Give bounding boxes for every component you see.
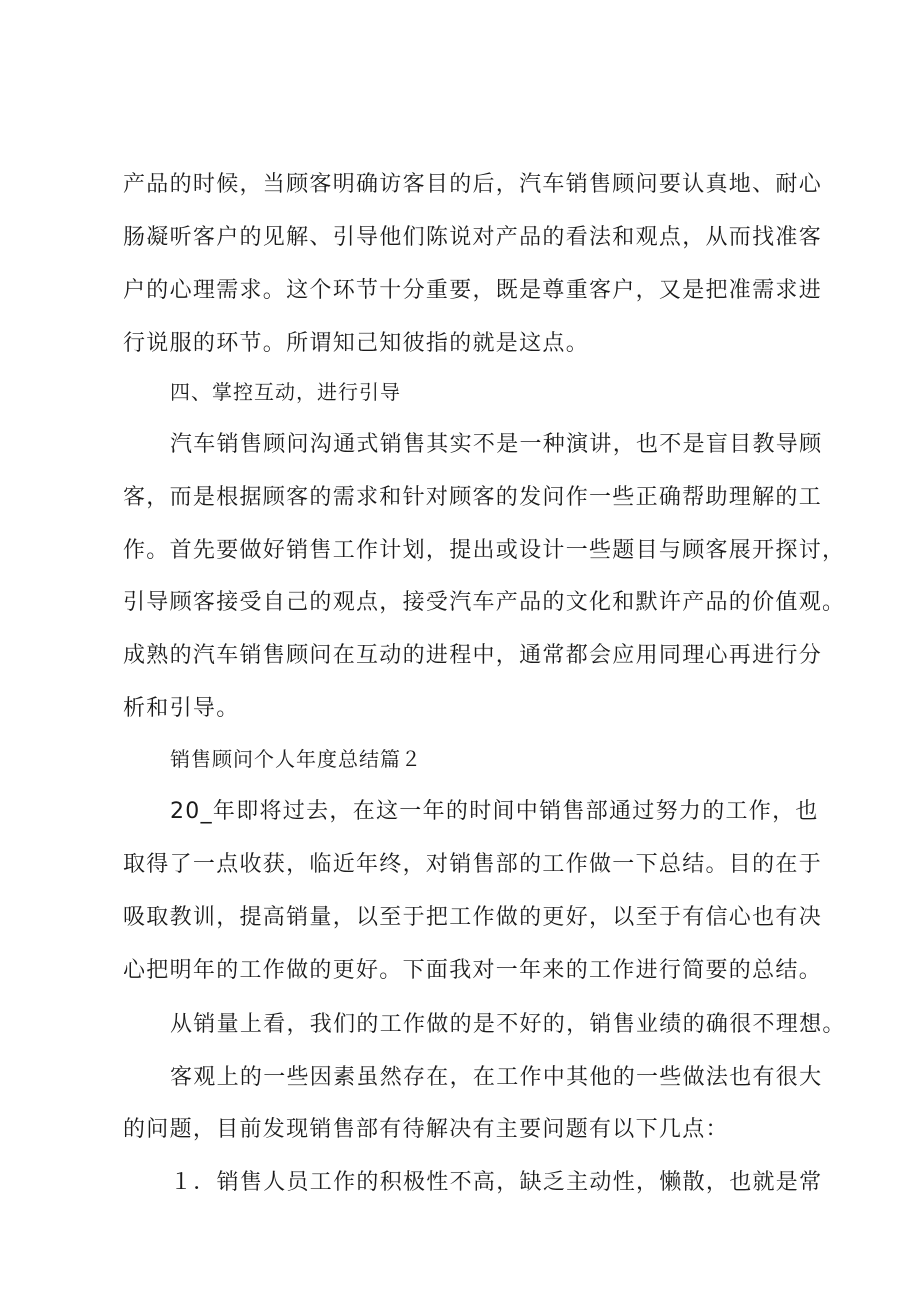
paragraph-line: 从销量上看，我们的工作做的是不好的，销售业绩的确很不理想。 xyxy=(170,1012,846,1037)
paragraph-line: 心把明年的工作做的更好。下面我对一年来的工作进行简要的总结。 xyxy=(123,958,823,983)
paragraph-line: 客观上的一些因素虽然存在，在工作中其他的一些做法也有很大 xyxy=(170,1065,823,1090)
paragraph-line: 作。首先要做好销售工作计划，提出或设计一些题目与顾客展开探讨， xyxy=(123,538,846,563)
paragraph-line: 吸取教训，提高销量，以至于把工作做的更好，以至于有信心也有决 xyxy=(123,905,823,930)
paragraph-line: 肠凝听客户的见解、引导他们陈说对产品的看法和观点，从而找准客 xyxy=(123,225,823,250)
paragraph-line: 取得了一点收获，临近年终，对销售部的工作做一下总结。目的在于 xyxy=(123,852,823,877)
paragraph-line: 行说服的环节。所谓知己知彼指的就是这点。 xyxy=(123,331,590,356)
list-item: １．销售人员工作的积极性不高，缺乏主动性，懒散，也就是常 xyxy=(170,1170,823,1195)
paragraph-line: 引导顾客接受自己的观点，接受汽车产品的文化和默许产品的价值观。 xyxy=(123,590,846,615)
paragraph-line: 产品的时候，当顾客明确访客目的后，汽车销售顾问要认真地、耐心 xyxy=(123,172,823,197)
paragraph-line: 成熟的汽车销售顾问在互动的进程中，通常都会应用同理心再进行分 xyxy=(123,643,823,668)
paragraph-line: 的问题，目前发现销售部有待解决有主要问题有以下几点： xyxy=(123,1117,729,1142)
paragraph-line: 析和引导。 xyxy=(123,696,240,721)
section-heading: 四、掌控互动，进行引导 xyxy=(170,380,401,404)
paragraph-line: 户的心理需求。这个环节十分重要，既是尊重客户，又是把准需求进 xyxy=(123,278,823,303)
paragraph-line: 20_年即将过去，在这一年的时间中销售部通过努力的工作，也 xyxy=(170,799,819,824)
paragraph-line: 汽车销售顾问沟通式销售其实不是一种演讲，也不是盲目教导顾 xyxy=(170,432,823,457)
article-title: 销售顾问个人年度总结篇２ xyxy=(170,747,422,771)
paragraph-line: 客，而是根据顾客的需求和针对顾客的发问作一些正确帮助理解的工 xyxy=(123,485,823,510)
